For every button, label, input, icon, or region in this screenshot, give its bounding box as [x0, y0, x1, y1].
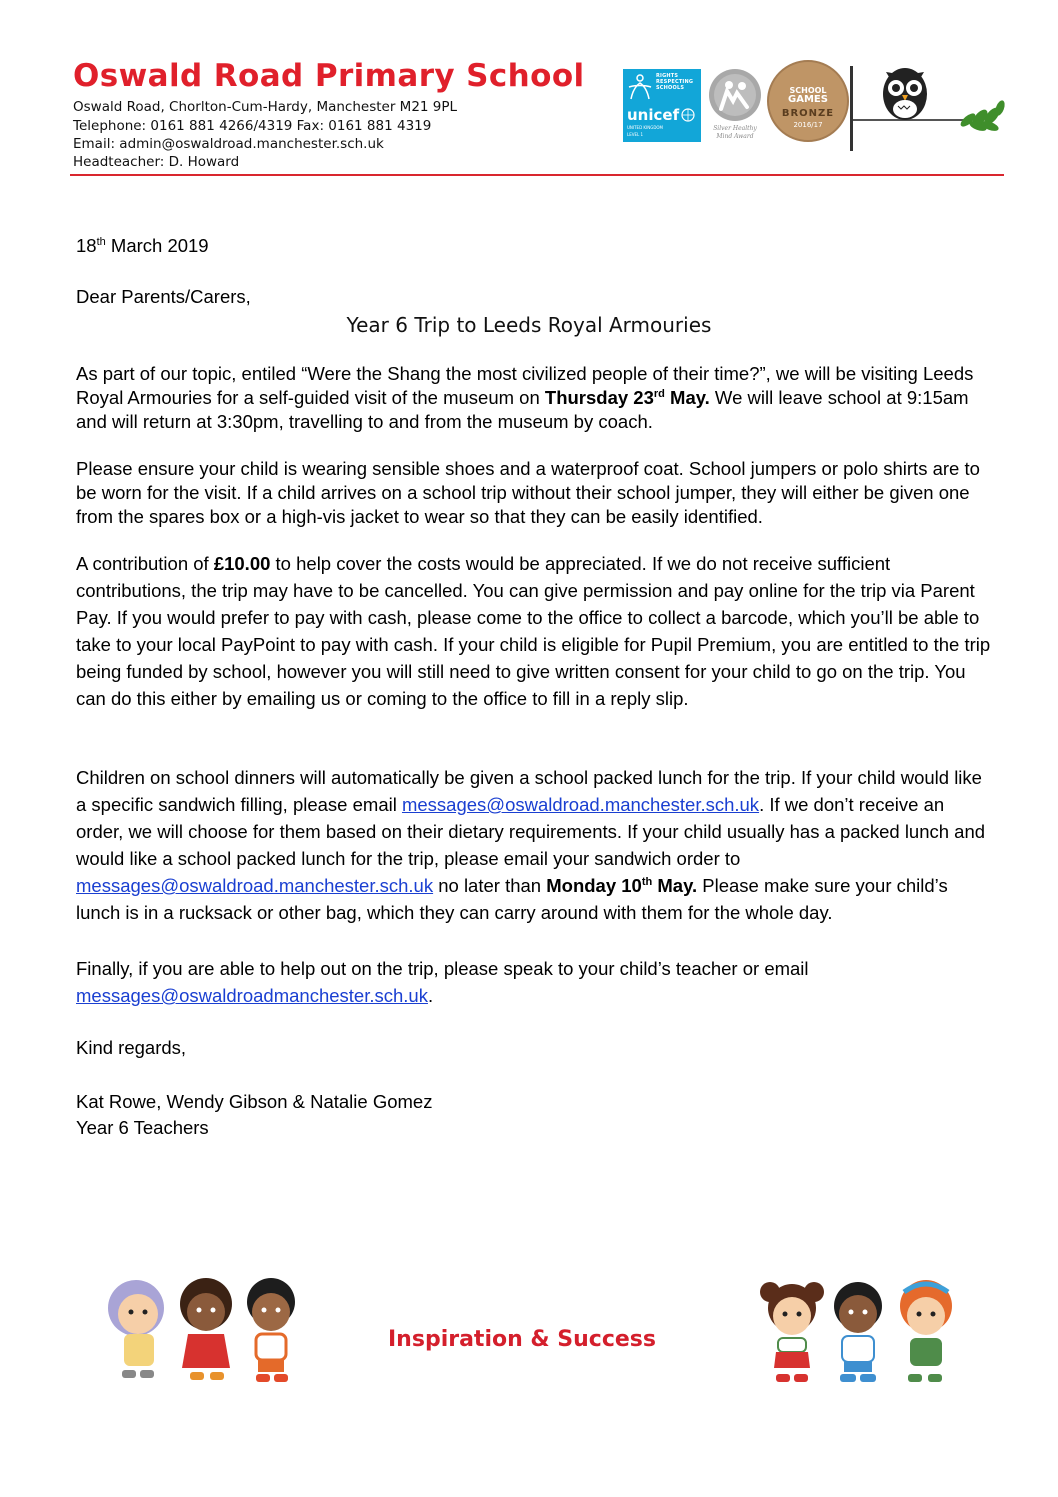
- email-link[interactable]: messages@oswaldroadmanchester.sch.uk: [76, 985, 428, 1006]
- school-games-bronze-logo: [767, 60, 849, 142]
- school-name: Oswald Road Primary School: [73, 58, 585, 94]
- rights-respecting-schools-logo: [623, 69, 701, 142]
- salutation: Dear Parents/Carers,: [76, 286, 251, 307]
- games-line-3: BRONZE: [781, 108, 835, 119]
- paragraph-trip-details: As part of our topic, entiled “Were the Shang the most civilized people of their time?”, we will be visiting Leeds Royal Armouries for a self-guided visit of the museum on Thursday 23rd May. We will leave school at 9:15am and will return at 3:30pm, travelling to and from the museum by coach.: [76, 363, 974, 432]
- email-link[interactable]: messages@oswaldroad.manchester.sch.uk: [401, 794, 760, 815]
- leaves-icon: [959, 99, 1007, 133]
- signatories: Kat Rowe, Wendy Gibson & Natalie Gomez: [76, 1091, 433, 1112]
- games-line-1: SCHOOL: [789, 86, 827, 95]
- unicef-region: UNITED KINGDOM: [627, 125, 663, 130]
- owl-branch-logo: [850, 64, 1010, 154]
- paragraph-contribution: A contribution of £10.00 to help cover the costs would be appreciated. If we do not receive sufficient contributions, the trip may have to be cancelled. You can give permission and pay online for the trip via Parent Pay. If you would prefer to pay with cash, please come to the office to collect a barcode, which you’ll be able to take to your local PayPoint to pay with cash. If your child is eligible for Pupil Premium, you are entitled to the trip being funded by school, however you will still need to give written consent for your child to go on the trip. You can do this either by emailing us or coming to the office to fill in a reply slip.: [76, 553, 991, 709]
- letter-date: 18th March 2019: [76, 235, 209, 256]
- email-link[interactable]: messages@oswaldroad.manchester.sch.uk: [76, 875, 434, 896]
- header-divider: [70, 174, 1004, 176]
- unicef-wordmark: unicef: [627, 106, 680, 124]
- closing: Kind regards,: [76, 1037, 187, 1058]
- silver-medal-icon: [707, 67, 763, 123]
- children-illustration-left: [96, 1266, 316, 1391]
- silver-award-caption: Silver Healthy Mind Award: [713, 125, 757, 140]
- rrs-figures-icon: [627, 73, 653, 101]
- school-email: Email: admin@oswaldroad.manchester.sch.uk: [73, 136, 384, 152]
- paragraph-volunteers: Finally, if you are able to help out on the trip, please speak to your child’s teacher or email messages@oswaldroadmanchester.sch.uk.: [76, 958, 809, 1006]
- school-telephone: Telephone: 0161 881 4266/4319 Fax: 0161 881 4319: [73, 118, 432, 134]
- silver-award-logo: [707, 67, 763, 147]
- headteacher: Headteacher: D. Howard: [73, 154, 240, 170]
- children-illustration-right: [748, 1266, 968, 1391]
- signatory-role: Year 6 Teachers: [76, 1117, 209, 1138]
- paragraph-packed-lunch: Children on school dinners will automatically be given a school packed lunch for the trip. If your child would like a specific sandwich filling, please email messages@oswaldroad.manchester.sch.uk. If we don’t receive an order, we will choose for them based on their dietary requirements. If your child usually has a packed lunch and would like a school packed lunch for the trip, please email your sandwich order to messages@oswaldroad.manchester.sch.uk no later than Monday 10th May. Please make sure your child’s lunch is in a rucksack or other bag, which they can carry around with them for the whole day.: [76, 767, 986, 923]
- school-motto: Inspiration & Success: [388, 1327, 656, 1352]
- school-address: Oswald Road, Chorlton-Cum-Hardy, Manchester M21 9PL: [73, 99, 458, 115]
- rrs-text: RIGHTS RESPECTING SCHOOLS: [656, 73, 694, 91]
- games-line-4: 2016/17: [793, 121, 823, 129]
- letter-title: Year 6 Trip to Leeds Royal Armouries: [346, 313, 712, 337]
- games-line-2: GAMES: [788, 94, 828, 105]
- rrs-level: LEVEL 1: [627, 132, 644, 137]
- unicef-globe-icon: [681, 108, 695, 122]
- paragraph-clothing: Please ensure your child is wearing sensible shoes and a waterproof coat. School jumpers or polo shirts are to be worn for the visit. If a child arrives on a school trip without their school jumper, they will either be given one from the spares box or a high-vis jacket to wear so that they can be easily identified.: [76, 458, 980, 527]
